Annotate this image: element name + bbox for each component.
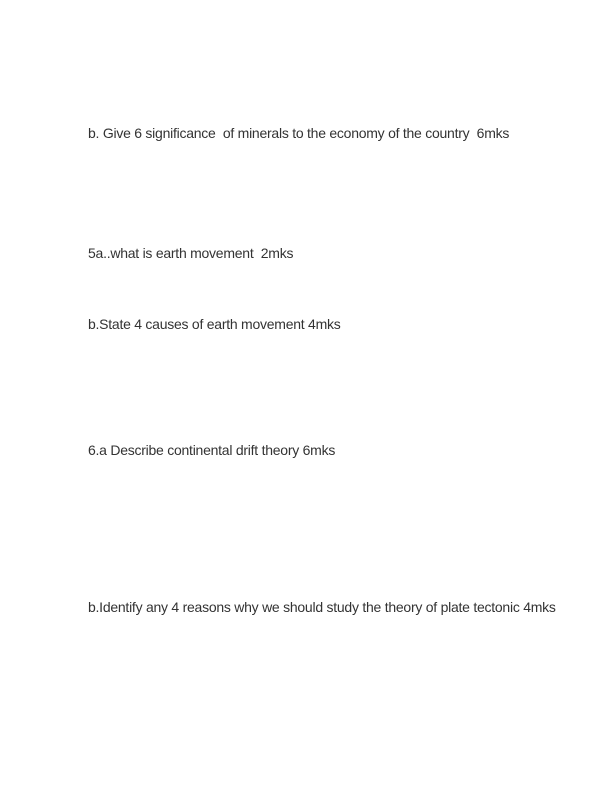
question-6b-plate-tectonic-reasons: b.Identify any 4 reasons why we should study the theory of plate tectonic 4mks: [88, 599, 556, 615]
question-5b-earth-movement-causes: b.State 4 causes of earth movement 4mks: [88, 316, 341, 332]
question-b-minerals-significance: b. Give 6 significance of minerals to the economy of the country 6mks: [88, 125, 510, 141]
question-6a-continental-drift-theory: 6.a Describe continental drift theory 6mks: [88, 442, 336, 458]
question-5a-earth-movement-definition: 5a..what is earth movement 2mks: [88, 245, 294, 261]
